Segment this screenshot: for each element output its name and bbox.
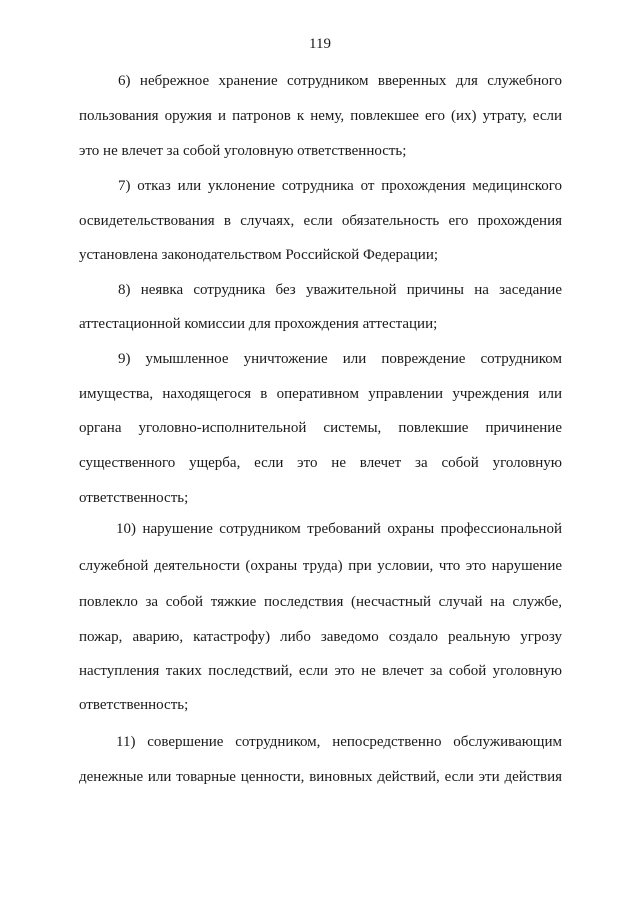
- item-9-line-5: ответственность;: [79, 490, 189, 506]
- item-8-line-1: 8) неявка сотрудника без уважительной причины на заседание: [118, 282, 562, 298]
- page-number: 119: [309, 36, 331, 52]
- item-7-line-1: 7) отказ или уклонение сотрудника от прохождения медицинского: [118, 178, 562, 194]
- item-7-line-2: освидетельствования в случаях, если обязательность его прохождения: [79, 213, 562, 229]
- item-9-line-1: 9) умышленное уничтожение или повреждение сотрудником: [118, 351, 562, 367]
- item-10-line-4: пожар, аварию, катастрофу) либо заведомо создало реальную угрозу: [79, 629, 562, 645]
- item-6-line-1: 6) небрежное хранение сотрудником вверенных для служебного: [118, 73, 562, 89]
- item-10-line-5: наступления таких последствий, если это не влечет за собой уголовную: [79, 663, 562, 679]
- item-9-line-4: существенного ущерба, если это не влечет за собой уголовную: [79, 455, 562, 471]
- item-11-line-2: денежные или товарные ценности, виновных действий, если эти действия: [79, 769, 562, 785]
- item-11-line-1: 11) совершение сотрудником, непосредственно обслуживающим: [116, 734, 562, 750]
- item-10-line-2: служебной деятельности (охраны труда) при условии, что это нарушение: [79, 558, 562, 574]
- item-9-line-3: органа уголовно-исполнительной системы, повлекшие причинение: [79, 420, 562, 436]
- item-8-line-2: аттестационной комиссии для прохождения аттестации;: [79, 316, 438, 332]
- item-10-line-6: ответственность;: [79, 697, 189, 713]
- item-10-line-3: повлекло за собой тяжкие последствия (несчастный случай на службе,: [79, 594, 562, 610]
- item-6-line-2: пользования оружия и патронов к нему, повлекшее его (их) утрату, если: [79, 108, 562, 124]
- item-6-line-3: это не влечет за собой уголовную ответственность;: [79, 143, 407, 159]
- item-7-line-3: установлена законодательством Российской Федерации;: [79, 247, 439, 263]
- item-9-line-2: имущества, находящегося в оперативном управлении учреждения или: [79, 386, 562, 402]
- item-10-line-1: 10) нарушение сотрудником требований охраны профессиональной: [116, 521, 562, 537]
